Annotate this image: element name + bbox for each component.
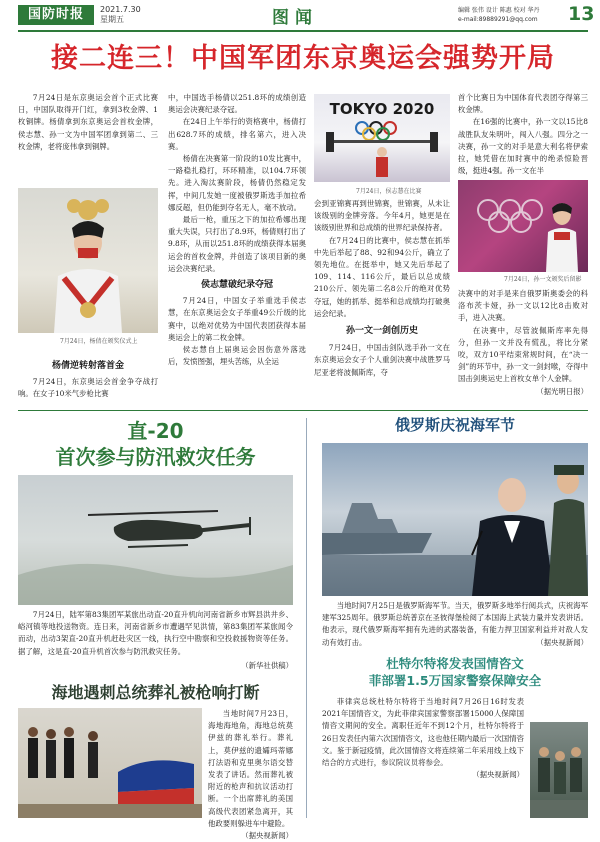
photo-philippine-police	[530, 722, 588, 818]
paragraph: 7月24日，东京奥运会首金争夺战打响。在女子10米气步枪比赛	[18, 377, 158, 399]
editor-email: e-mail:89889291@qq.com	[458, 16, 538, 23]
police-headline	[322, 655, 588, 689]
paragraph: 在决赛中，尽管波佩斯库率先得分，但孙一文并没有慌乱，将比分紧咬，双方10平结束常规时间，在“决一剑”的环节中，孙一文一剑封喉，夺得中国击剑奥运史上首枚女单个人金牌。	[458, 325, 588, 384]
page-number: 13	[568, 3, 595, 25]
issue-date	[100, 5, 141, 25]
masthead-divider	[18, 30, 588, 32]
photo-caption: 7月24日，孙一文颁奖后留影	[504, 276, 582, 283]
source-credit: （据央视新闻）	[536, 638, 588, 647]
police-body	[322, 696, 524, 818]
police-headline-line2: 菲部署1.5万国家警察保障安全	[368, 673, 542, 688]
photo-navy-day-parade	[322, 443, 588, 596]
column-divider	[306, 418, 307, 818]
heli-headline-line1: 直-20	[127, 419, 184, 443]
photo-hou-zhihui	[314, 94, 450, 182]
weekday-text: 星期五	[100, 15, 124, 24]
paragraph: 菲律宾总统杜特尔特将于当地时间7月26日16时发表2021年国情咨文，为此菲律宾国家警察部署15000人保障国情咨文期间的安全。离职任近年不到12个月，杜特尔特将于26日发表任内第六次国情咨文，这也他任期内最后一次国情咨文。鉴于新冠疫情，此次国情咨文将连续第二年采用线上线下结合的方式进行，参议院议员将参会。	[322, 697, 524, 768]
newspaper-logo: 国防时报	[18, 5, 94, 25]
navy-headline: 俄罗斯庆祝海军节	[394, 416, 515, 434]
paragraph: 首个比赛日为中国体育代表团夺得第三枚金牌。	[458, 93, 588, 115]
source-credit: （据央视新闻）	[472, 770, 524, 780]
photo-yang-qian	[18, 188, 158, 333]
police-headline-line1: 杜特尔特将发表国情咨文	[386, 656, 524, 671]
editor-names: 编辑 张伟 设计 陈惠 校对 华丹	[458, 7, 540, 14]
police-illustration	[530, 722, 588, 818]
source-credit: （据央视新闻）	[241, 831, 293, 841]
main-col3	[314, 198, 450, 402]
main-col4-top	[458, 92, 588, 178]
editor-credits	[458, 6, 540, 24]
paragraph: 7月24日，中国击剑队选手孙一文在东京奥运会女子个人重剑决赛中战胜罗马尼亚老将波佩斯库，夺	[314, 343, 450, 377]
paragraph: 当地时间7月25日是俄罗斯海军节。当天，俄罗斯多地举行阅兵式，庆祝海军建军325周年。俄罗斯总统普京在圣彼得堡检阅了本国海上武装力量并发表讲话。他表示，现代俄罗斯海军拥有先进的武器装备，有能力捍卫国家利益并对敌人发动有效打击。	[322, 601, 588, 647]
subhead-hou-zhihui: 侯志慧破纪录夺冠	[200, 280, 273, 291]
paragraph: 7月24日，中国女子举重选手侯志慧，在东京奥运会女子举重49公斤级的比赛中，以绝对优势为中国代表团获得本届奥运会上的第二枚金牌。	[168, 296, 306, 342]
navy-parade-illustration	[322, 443, 588, 596]
photo-z20-helicopter	[18, 475, 293, 605]
paragraph: 在24日上午举行的资格赛中，杨倩打出628.7环的成绩，排名第六，进入决赛。	[168, 117, 306, 151]
paragraph: 决赛中的对手是来自俄罗斯奥委会的科洛布茨卡娅，孙一文以12比8击败对手，进入决赛。	[458, 289, 588, 323]
section-divider	[18, 410, 588, 411]
paragraph: 中，中国选手杨倩以251.8环的成绩创造奥运会决赛纪录夺冠。	[168, 93, 306, 115]
funeral-illustration	[18, 708, 202, 818]
subhead-yang-qian: 杨倩逆转射落首金	[51, 361, 124, 371]
main-col1-bottom	[18, 376, 158, 402]
haiti-headline: 海地遇刺总统葬礼被枪响打断	[51, 683, 260, 702]
paragraph: 7月24日是东京奥运会首个正式比赛日，中国队取得开门红，拿到3枚金牌、1枚铜牌。杨倩拿到东京奥运会首枚金牌，侯志慧、孙一文为中国军团拿到第二、三枚金牌，老将庞伟拿到铜牌。	[18, 93, 158, 151]
helicopter-illustration	[18, 475, 293, 605]
paragraph: 最后一枪，重压之下的加拉希娜出现重大失误，只打出了8.9环，杨倩则打出了9.8环，从而以251.8环的成绩获得本届奥运会的首枚金牌，并创造了该项目新的奥运会决赛纪录。	[168, 215, 306, 273]
main-col2	[168, 92, 306, 402]
date-text: 2021.7.30	[100, 5, 141, 14]
paragraph: 侯志慧自上届奥运会因伤意外落选后，发愤图强，埋头苦练，从全运	[168, 345, 306, 367]
section-title: 图闻	[272, 8, 318, 28]
tokyo-2020-sign: TOKYO 2020	[329, 100, 435, 118]
paragraph: 当地时间7月23日，海地海地角，海地总统莫伊兹的葬礼举行。葬礼上，莫伊兹的遗孀玛蒂娜打法语和克里奥尔语交替发表了讲话。然而葬礼被附近的枪声和抗议活动打断。一个出席葬礼的美国高级代表团紧急离开，其他政要则躲进车中避险。	[208, 709, 293, 828]
source-credit: （据光明日报）	[536, 386, 588, 396]
main-col4-bottom	[458, 288, 588, 402]
athlete-illustration	[18, 188, 158, 333]
photo-caption: 7月24日，侯志慧在比赛	[356, 188, 422, 195]
paragraph: 在16强的比赛中，孙一文以15比8战胜队友朱明叶，闯入八强。四分之一决赛，孙一文的对手是意大利名将伊索拉，她凭借在加时赛中的绝杀惊险晋级，挺进4强。孙一文在半	[458, 117, 588, 176]
heli-headline	[18, 418, 293, 470]
paragraph: 会到亚锦赛再到世锦赛，世锦赛，从未让该级别的金牌旁落。今年4月，她更是在该级别世界和总成绩的世界纪录保持者。	[314, 199, 450, 233]
heli-body	[18, 609, 293, 659]
photo-haiti-funeral	[18, 708, 202, 818]
main-col1-top	[18, 92, 158, 186]
source-credit: （新华社供稿）	[241, 661, 293, 670]
paragraph: 杨倩在决赛第一阶段的10发比赛中，一路稳扎稳打，环环精准，以104.7环领先。进入淘汰赛阶段，杨倩仍然稳定发挥，中间几发她一度被俄罗斯选手加拉希娜反超，但仍能到夺名无人，毫不放动。	[168, 154, 306, 212]
paragraph: 在7月24日的比赛中，侯志慧在抓举中先后举起了88、92和94公斤，确立了领先地位。在挺举中，她又先后举起了109、114、116公斤，最后以总成绩210公斤、领先第二名8公斤的绝对优势夺冠，她的抓举、挺举和总成绩均打破奥运会纪录。	[314, 235, 450, 318]
haiti-body	[208, 708, 293, 841]
photo-caption: 7月24日，杨倩在颁奖仪式上	[60, 338, 138, 345]
main-headline: 接二连三！中国军团东京奥运会强势开局	[51, 43, 555, 74]
fencer-illustration	[458, 180, 588, 272]
photo-sun-yiwen	[458, 180, 588, 272]
paragraph: 7月24日，陆军第83集团军某旅出动直-20直升机向河南省新乡市辉县洪井乡、峪河镇等地投送物资。连日来，河南省新乡市遭遇罕见洪情，第83集团军某旅闻令而动，出动3架直-20直升机赶赴灾区一线，执行空中勘察和空投救援物资等任务。据了解，这是直-20直升机首次参与防汛救灾任务。	[18, 610, 293, 656]
heli-headline-line2: 首次参与防汛救灾任务	[55, 445, 256, 469]
weightlifter-illustration	[314, 94, 450, 182]
subhead-sun-yiwen: 孙一文一剑创历史	[345, 326, 418, 337]
